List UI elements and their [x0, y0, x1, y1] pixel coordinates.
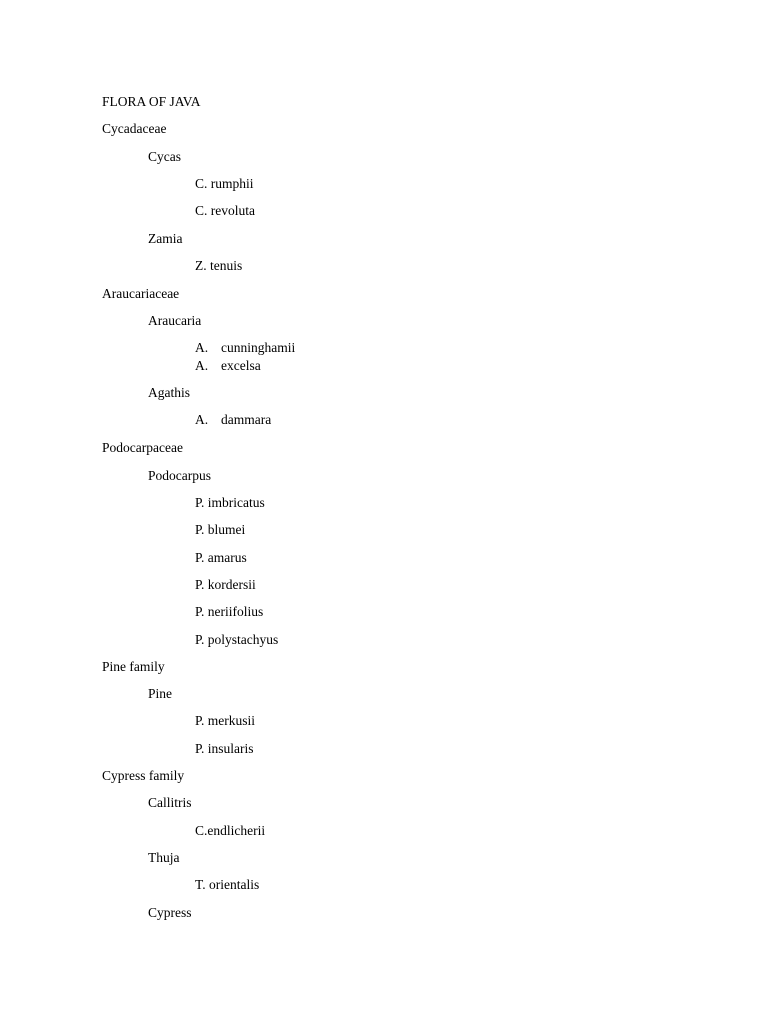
species-epithet: dammara	[221, 412, 272, 427]
genus-araucaria: Araucaria	[148, 313, 202, 328]
species-epithet: cunninghamii	[221, 340, 296, 355]
species-item: P. polystachyus	[195, 632, 279, 647]
genus-callitris: Callitris	[148, 795, 192, 810]
species-item: C.endlicherii	[195, 823, 266, 838]
species-item: P. imbricatus	[195, 495, 265, 510]
family-pine: Pine family	[102, 659, 165, 674]
species-item	[195, 340, 295, 356]
family-araucariaceae: Araucariaceae	[102, 286, 180, 301]
species-genus-marker: A.	[195, 358, 209, 373]
species-item: P. kordersii	[195, 577, 256, 592]
genus-cypress: Cypress	[148, 905, 192, 920]
family-cypress: Cypress family	[102, 768, 185, 783]
species-item: Z. tenuis	[195, 258, 243, 273]
family-cycadaceae: Cycadaceae	[102, 121, 167, 136]
species-item: P. neriifolius	[195, 604, 264, 619]
species-item: P. merkusii	[195, 713, 256, 728]
document-title: FLORA OF JAVA	[102, 94, 201, 109]
species-genus-marker: A.	[195, 412, 209, 427]
genus-zamia: Zamia	[148, 231, 183, 246]
genus-agathis: Agathis	[148, 385, 190, 400]
genus-podocarpus: Podocarpus	[148, 468, 211, 483]
genus-cycas: Cycas	[148, 149, 181, 164]
species-epithet: excelsa	[221, 358, 261, 373]
species-item	[195, 412, 271, 428]
family-podocarpaceae: Podocarpaceae	[102, 440, 183, 455]
species-genus-marker: A.	[195, 340, 209, 355]
species-item: T. orientalis	[195, 877, 260, 892]
species-item: P. amarus	[195, 550, 247, 565]
species-item: P. insularis	[195, 741, 254, 756]
species-item: C. rumphii	[195, 176, 254, 191]
genus-thuja: Thuja	[148, 850, 180, 865]
species-item: P. blumei	[195, 522, 246, 537]
species-item: C. revoluta	[195, 203, 255, 218]
species-item	[195, 358, 261, 374]
genus-pine: Pine	[148, 686, 173, 701]
